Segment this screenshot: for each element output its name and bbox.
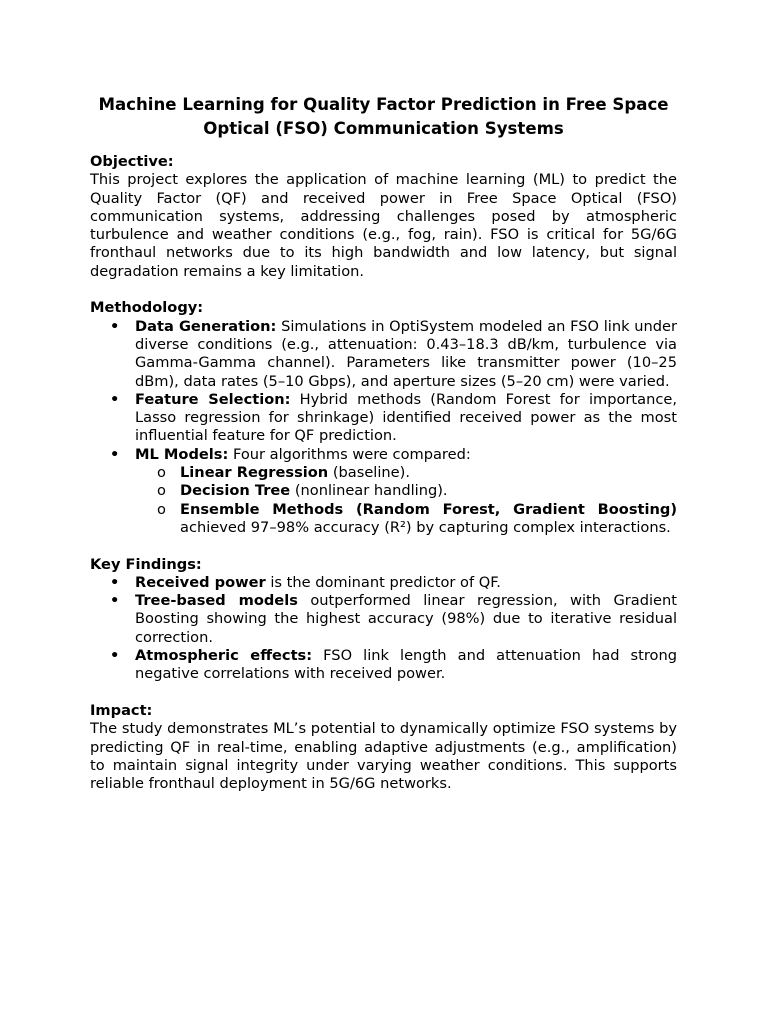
- sublist-item: [135, 501, 677, 538]
- subitem-text: achieved 97–98% accuracy (R²) by capturing complex interactions.: [180, 518, 671, 536]
- findings-section: [90, 556, 677, 684]
- item-label: ML Models:: [135, 445, 229, 463]
- section-spacer: [90, 281, 677, 299]
- list-item: [90, 446, 677, 537]
- list-item: [90, 647, 677, 684]
- sublist-item: [135, 464, 677, 482]
- impact-paragraph: The study demonstrates ML’s potential to dynamically optimize FSO systems by predicting QF in real-time, enabling adaptive adjustments (e.g., amplification) to maintain signal integrity under varying weather conditions. This supports reliable fronthaul deployment in 5G/6G networks.: [90, 720, 677, 793]
- section-spacer: [90, 684, 677, 702]
- item-text: Four algorithms were compared:: [228, 445, 471, 463]
- subitem-label: Linear Regression: [180, 464, 329, 482]
- item-text: FSO link length and attenuation had strong negative correlations with received power.: [135, 647, 678, 683]
- document-title: Machine Learning for Quality Factor Prediction in Free Space Optical (FSO) Communication Systems: [98, 95, 669, 138]
- item-label: Data Generation:: [135, 317, 277, 335]
- objective-heading: Objective:: [90, 153, 174, 170]
- document-page: [90, 93, 677, 793]
- methodology-heading: Methodology:: [90, 299, 204, 317]
- bullet-icon: •: [110, 317, 120, 335]
- circle-bullet-icon: o: [157, 500, 166, 518]
- methodology-section: [90, 299, 677, 537]
- bullet-icon: •: [110, 592, 120, 610]
- item-text: Simulations in OptiSystem modeled an FSO link under diverse conditions (e.g., attenuation: 0.43–18.3 dB/km, turbulence via Gamma-Gamma channel). Parameters like transmitter power (10–25 dBm), data rates (5–10 Gbps), and aperture sizes (5–20 cm) were varied.: [135, 317, 677, 390]
- subitem-text: (baseline).: [328, 464, 410, 482]
- subitem-label: Decision Tree: [180, 482, 291, 500]
- bullet-icon: •: [110, 445, 120, 463]
- item-label: Received power: [135, 573, 266, 591]
- bullet-icon: •: [110, 573, 120, 591]
- section-spacer: [90, 537, 677, 555]
- item-text: Hybrid methods (Random Forest for importance, Lasso regression for shrinkage) identified received power as the most influential feature for QF prediction.: [135, 390, 677, 445]
- ml-models-sublist: [135, 464, 677, 537]
- circle-bullet-icon: o: [157, 482, 166, 500]
- circle-bullet-icon: o: [157, 464, 166, 482]
- item-label: Feature Selection:: [135, 390, 291, 408]
- item-text: outperformed linear regression, with Gradient Boosting showing the highest accuracy (98%) due to iterative residual correction.: [135, 592, 677, 646]
- bullet-icon: •: [110, 647, 120, 665]
- subitem-text: (nonlinear handling).: [290, 482, 448, 500]
- impact-section: [90, 702, 677, 793]
- item-label: Tree-based models: [135, 592, 298, 610]
- item-label: Atmospheric effects:: [135, 647, 313, 665]
- methodology-list: [90, 318, 677, 538]
- subitem-label: Ensemble Methods (Random Forest, Gradient Boosting): [180, 500, 677, 518]
- findings-heading: Key Findings:: [90, 555, 202, 573]
- findings-list: [90, 574, 677, 684]
- objective-section: [90, 153, 677, 281]
- sublist-item: [135, 482, 677, 500]
- list-item: [90, 318, 677, 391]
- objective-paragraph: This project explores the application of machine learning (ML) to predict the Quality Factor (QF) and received power in Free Space Optical (FSO) communication systems, addressing challenges posed by atmospheric turbulence and weather conditions (e.g., fog, rain). FSO is critical for 5G/6G fronthaul networks due to its high bandwidth and low latency, but signal degradation remains a key limitation.: [90, 171, 677, 280]
- item-text: is the dominant predictor of QF.: [265, 573, 501, 591]
- list-item: [90, 391, 677, 446]
- impact-heading: Impact:: [90, 701, 153, 719]
- list-item: [90, 574, 677, 592]
- bullet-icon: •: [110, 390, 120, 408]
- list-item: [90, 592, 677, 647]
